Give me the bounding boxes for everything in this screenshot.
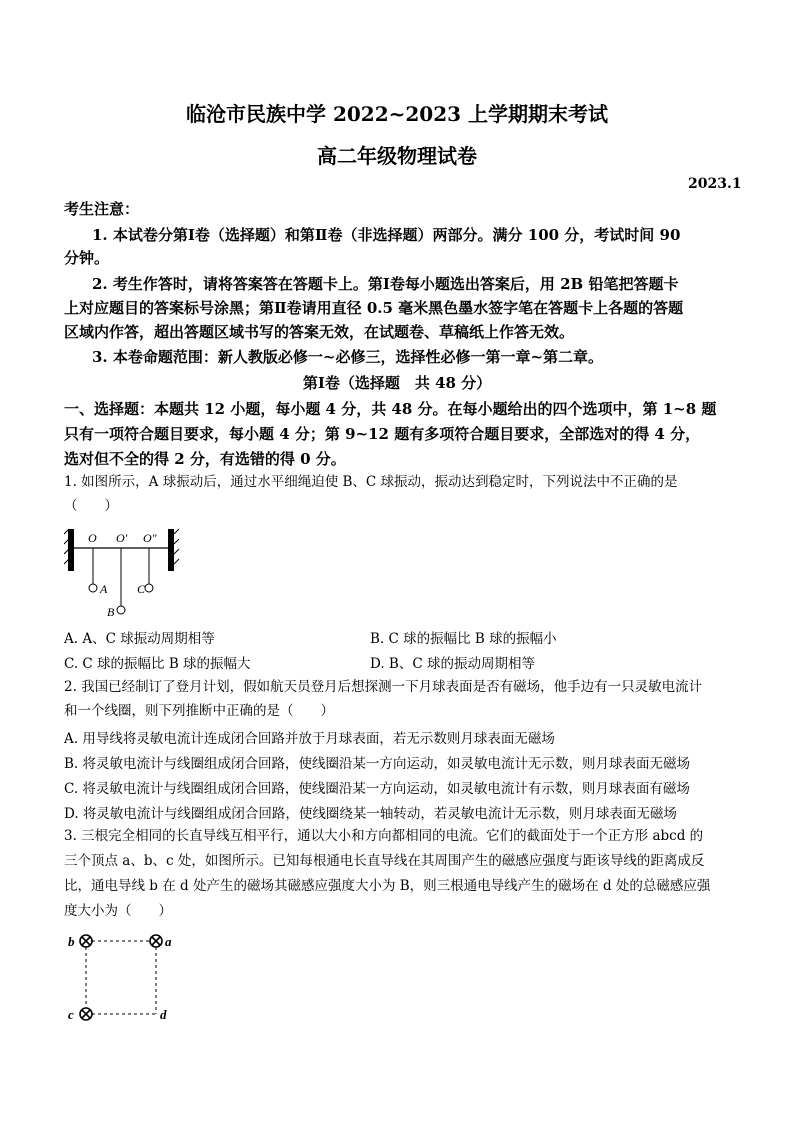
q2-stem-line2: 和一个线圈，则下列推断中正确的是（ ） (64, 703, 334, 719)
section1-instruction-line2: 只有一项符合题目要求，每小题 4 分；第 9~12 题有多项符合题目要求，全部选对的得 4 分， (64, 425, 701, 443)
q2-option-b[interactable]: B. 将灵敏电流计与线圈组成闭合回路，使线圈沿某一方向运动，如灵敏电流计无示数，则月球表面无磁场 (64, 756, 691, 772)
exam-subtitle: 高二年级物理试卷 (317, 144, 477, 168)
exam-title: 临沧市民族中学 2022~2023 上学期期末考试 (185, 102, 608, 126)
q3-square-figure (64, 928, 184, 1026)
label-b: b (68, 934, 75, 949)
label-b: B (107, 605, 115, 619)
q3-stem-line1: 3. 三根完全相同的长直导线互相平行，通以大小和方向都相同的电流。它们的截面处于一个正方形 abcd 的 (64, 828, 704, 844)
wire-a-cross-icon (150, 935, 162, 947)
notice-item1-line1: 1. 本试卷分第Ⅰ卷（选择题）和第Ⅱ卷（非选择题）两部分。满分 100 分，考试时间 90 (92, 226, 681, 244)
notice-item2-line3: 区域内作答，超出答题区域书写的答案无效，在试题卷、草稿纸上作答无效。 (64, 323, 575, 341)
label-c: c (68, 1007, 74, 1022)
notice-item2-line2: 上对应题目的答案标号涂黑；第Ⅱ卷请用直径 0.5 毫米黑色墨水签字笔在答题卡上各题的答题 (64, 299, 684, 317)
label-a: a (165, 934, 172, 949)
q2-stem-line1: 2. 我国已经制订了登月计划，假如航天员登月后想探测一下月球表面是否有磁场，他手边有一只灵敏电流计 (64, 679, 703, 695)
wire-c-cross-icon (80, 1008, 92, 1020)
q2-option-a[interactable]: A. 用导线将灵敏电流计连成闭合回路并放于月球表面，若无示数则月球表面无磁场 (64, 731, 555, 747)
ball-a (89, 584, 97, 592)
q1-answer-blank: （ ） (64, 498, 118, 514)
q3-stem-line3: 比，通电导线 b 在 d 处产生的磁场其磁感应强度大小为 B，则三根通电导线产生的磁场在 d 处的总磁感应强 (64, 878, 711, 894)
label-o: O (88, 531, 97, 545)
section1-instruction-line3: 选对但不全的得 2 分，有选错的得 0 分。 (64, 450, 346, 468)
q3-stem-line4: 度大小为（ ） (64, 903, 172, 919)
section1-heading: 第Ⅰ卷（选择题 共 48 分） (302, 374, 492, 392)
label-o-prime: O′ (116, 531, 128, 545)
label-d: d (160, 1007, 167, 1022)
left-wall (68, 529, 74, 571)
q2-option-d[interactable]: D. 将灵敏电流计与线圈组成闭合回路，使线圈绕某一轴转动，若灵敏电流计无示数，则月球表面无磁场 (64, 806, 677, 822)
q1-stem: 1. 如图所示，A 球振动后，通过水平细绳迫使 B、C 球振动，振动达到稳定时，下列说法中不正确的是 (64, 474, 678, 490)
section1-instruction-line1: 一、选择题：本题共 12 小题，每小题 4 分，共 48 分。在每小题给出的四个选项中，第 1~8 题 (64, 400, 717, 418)
exam-date: 2023.1 (688, 176, 742, 192)
notice-item1-line2: 分钟。 (64, 249, 110, 267)
notice-heading: 考生注意： (64, 200, 140, 218)
right-wall (168, 529, 174, 571)
wire-b-cross-icon (80, 935, 92, 947)
label-o-double-prime: O″ (143, 531, 157, 545)
notice-item2-line1: 2. 考生作答时，请将答案答在答题卡上。第Ⅰ卷每小题选出答案后，用 2B 铅笔把答题卡 (92, 275, 679, 293)
q1-option-b[interactable]: B. C 球的振幅比 B 球的振幅小 (370, 631, 557, 647)
q1-option-d[interactable]: D. B、C 球的振动周期相等 (370, 656, 535, 672)
notice-item3: 3. 本卷命题范围：新人教版必修一~必修三，选择性必修一第一章~第二章。 (92, 348, 604, 366)
ball-b (117, 606, 125, 614)
label-a: A (100, 582, 108, 596)
label-c: C (137, 582, 146, 596)
q3-stem-line2: 三个顶点 a、b、c 处，如图所示。已知每根通电长直导线在其周围产生的磁感应强度与距该导线的距离成反 (64, 853, 705, 869)
q1-option-c[interactable]: C. C 球的振幅比 B 球的振幅大 (64, 656, 251, 672)
q2-option-c[interactable]: C. 将灵敏电流计与线圈组成闭合回路，使线圈沿某一方向运动，如灵敏电流计有示数，则月球表面有磁场 (64, 781, 690, 797)
q1-pendulum-figure (64, 524, 194, 622)
ball-c (145, 584, 153, 592)
q1-option-a[interactable]: A. A、C 球振动周期相等 (64, 631, 215, 647)
